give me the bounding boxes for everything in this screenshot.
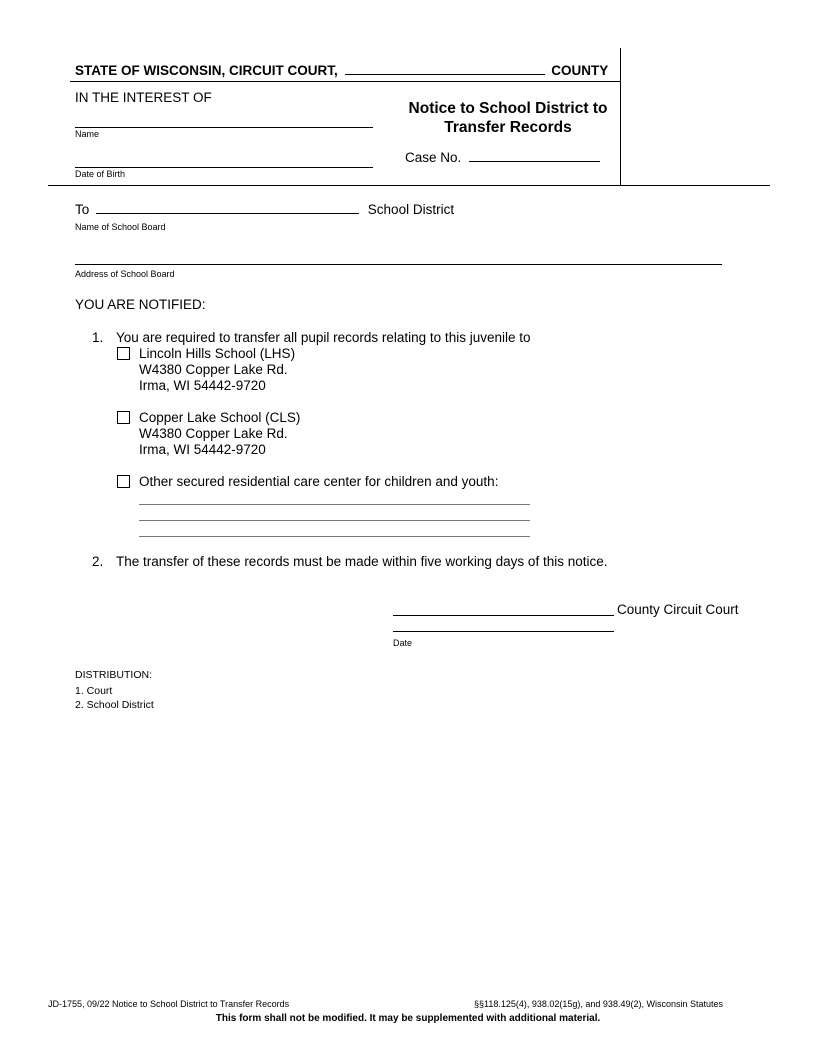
item2-number: 2. (92, 554, 104, 569)
name-label: Name (75, 129, 100, 139)
item1-text: You are required to transfer all pupil records relating to this juvenile to (116, 330, 531, 345)
footer-disclaimer: This form shall not be modified. It may be supplemented with additional material. (215, 1013, 601, 1024)
lincoln-hills-checkbox[interactable] (117, 347, 130, 360)
in-interest-of-label: IN THE INTEREST OF (75, 90, 212, 105)
court-header-line (75, 62, 608, 78)
other-center-checkbox[interactable] (117, 475, 130, 488)
county-name-field[interactable] (345, 62, 545, 75)
school-board-name-label: Name of School Board (75, 222, 166, 232)
header-divider (70, 81, 620, 82)
distribution-heading: DISTRIBUTION: (75, 669, 153, 681)
form-title-line2: Transfer Records (444, 119, 572, 136)
school-board-name-field[interactable] (96, 201, 359, 214)
school-board-address-label: Address of School Board (75, 269, 175, 279)
distribution-item-court: 1. Court (75, 685, 113, 697)
copper-lake-city: Irma, WI 54442-9720 (139, 442, 266, 457)
county-circuit-court-label: County Circuit Court (617, 602, 739, 617)
header-right-border (620, 48, 621, 185)
lincoln-hills-option (139, 346, 295, 394)
form-title (398, 99, 618, 137)
copper-lake-checkbox[interactable] (117, 411, 130, 424)
to-label: To (75, 202, 90, 217)
distribution-block (75, 668, 154, 712)
date-of-birth-field[interactable] (75, 167, 373, 168)
other-center-line-1[interactable] (139, 504, 530, 505)
distribution-item-school-district: 2. School District (75, 699, 154, 711)
date-of-birth-label: Date of Birth (75, 169, 126, 179)
county-circuit-court-field[interactable] (393, 615, 614, 616)
lincoln-hills-city: Irma, WI 54442-9720 (139, 378, 266, 393)
date-field[interactable] (393, 631, 614, 632)
item2-text: The transfer of these records must be made within five working days of this notice. (116, 554, 608, 569)
state-court-label: STATE OF WISCONSIN, CIRCUIT COURT, (75, 63, 338, 78)
to-row (75, 201, 454, 217)
footer-form-id: JD-1755, 09/22 Notice to School District to Transfer Records (48, 999, 290, 1009)
juvenile-name-field[interactable] (75, 127, 373, 128)
case-no-label: Case No. (405, 150, 462, 165)
copper-lake-option (139, 410, 300, 458)
item1-number: 1. (92, 330, 104, 345)
notified-heading: YOU ARE NOTIFIED: (75, 297, 206, 312)
header-bottom-border (48, 185, 770, 186)
other-center-line-3[interactable] (139, 536, 530, 537)
lincoln-hills-street: W4380 Copper Lake Rd. (139, 362, 288, 377)
copper-lake-street: W4380 Copper Lake Rd. (139, 426, 288, 441)
other-center-label: Other secured residential care center for children and youth: (139, 474, 499, 489)
footer-statutes: §§118.125(4), 938.02(15g), and 938.49(2), Wisconsin Statutes (474, 999, 723, 1009)
copper-lake-name: Copper Lake School (CLS) (139, 410, 301, 425)
school-district-label: School District (367, 202, 455, 217)
other-center-line-2[interactable] (139, 520, 530, 521)
lincoln-hills-name: Lincoln Hills School (LHS) (139, 346, 296, 361)
form-title-line1: Notice to School District to (408, 100, 608, 117)
date-label: Date (393, 638, 413, 648)
county-label: COUNTY (551, 63, 609, 78)
school-board-address-field[interactable] (75, 264, 722, 265)
case-number-field[interactable] (469, 149, 600, 162)
case-number-row (405, 149, 600, 165)
